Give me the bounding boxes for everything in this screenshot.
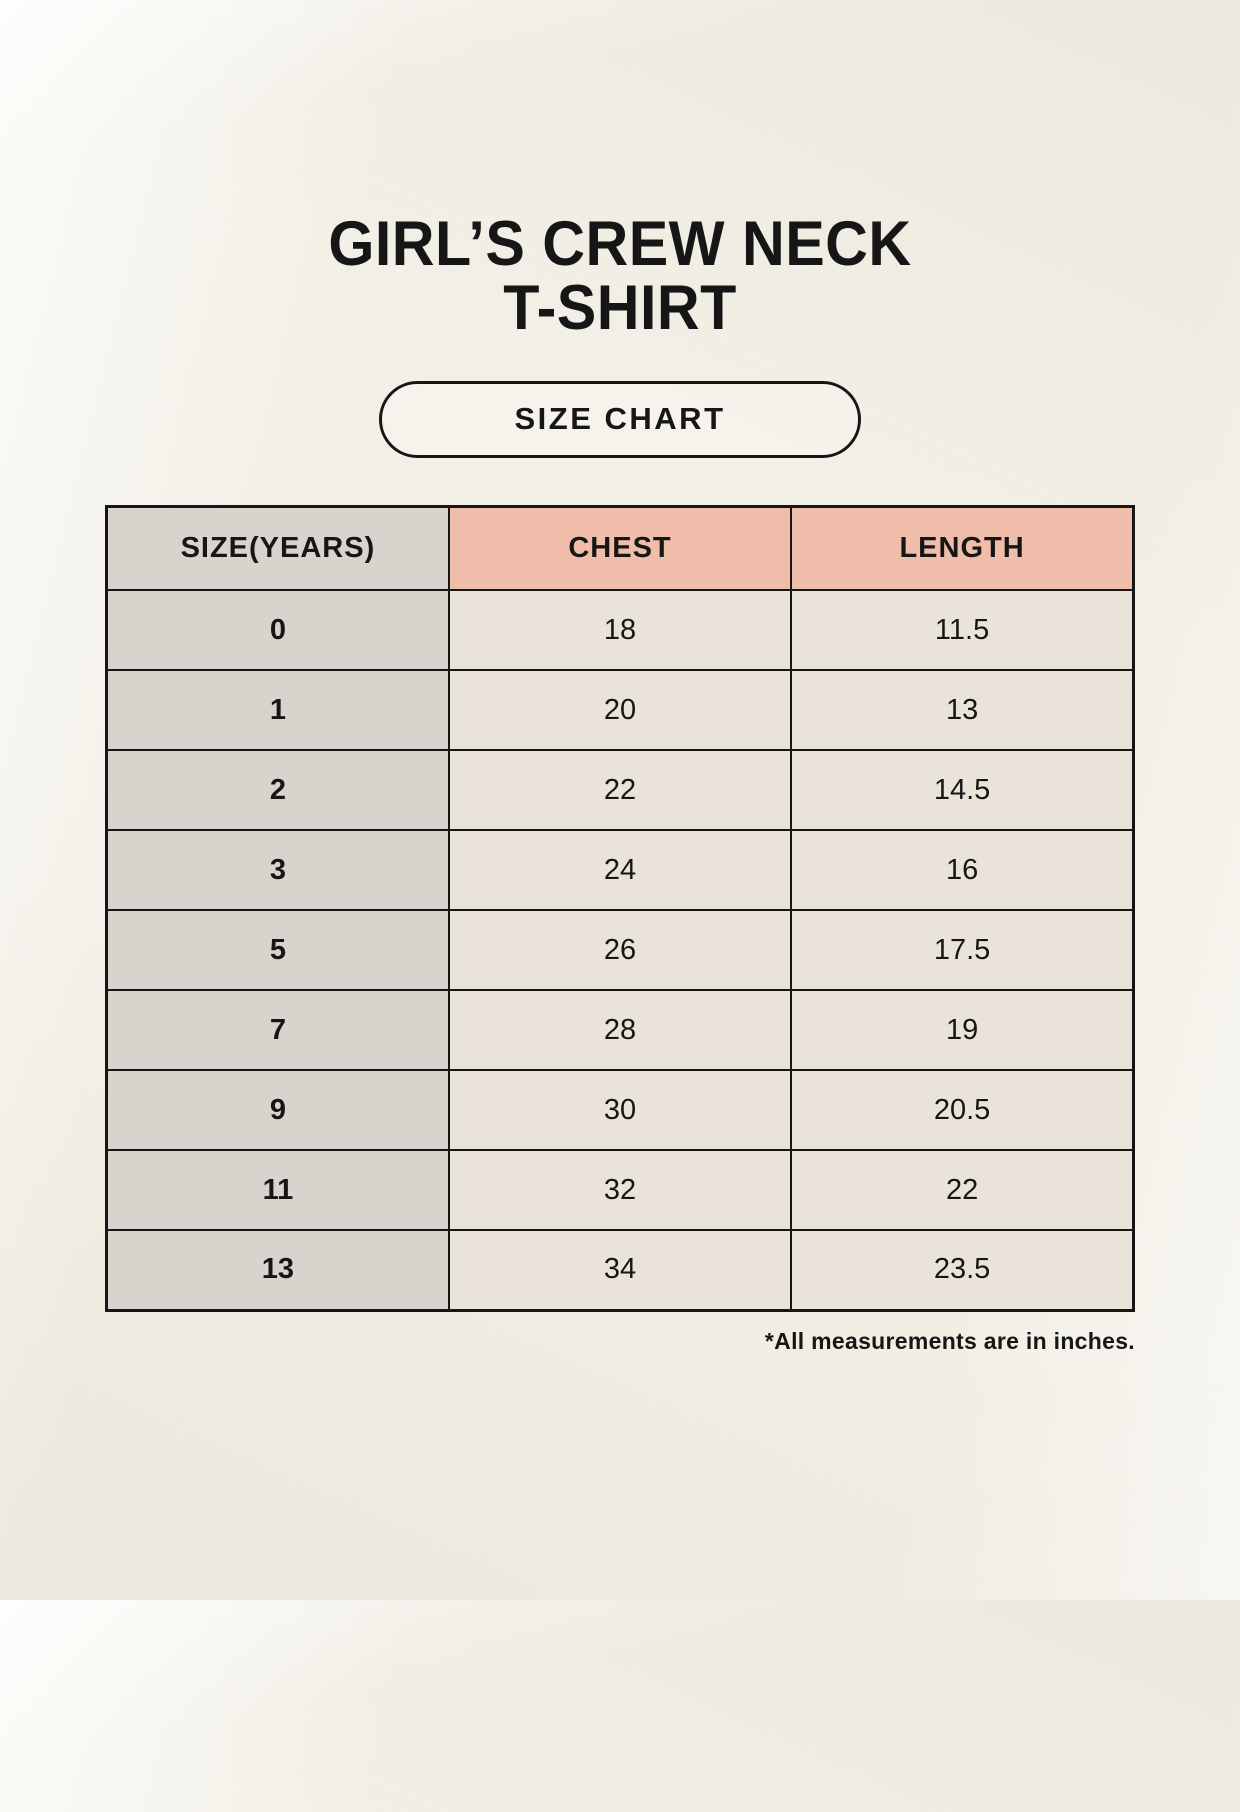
cell-chest: 22 bbox=[449, 750, 791, 830]
cell-chest: 30 bbox=[449, 1070, 791, 1150]
cell-length: 11.5 bbox=[791, 590, 1133, 670]
size-chart-button-label: SIZE CHART bbox=[514, 401, 726, 436]
header-chest: CHEST bbox=[449, 506, 791, 590]
table-row bbox=[107, 830, 1134, 910]
table-row bbox=[107, 750, 1134, 830]
cell-size-years: 0 bbox=[107, 590, 449, 670]
cell-size-years: 5 bbox=[107, 910, 449, 990]
size-chart-button[interactable] bbox=[379, 381, 861, 458]
page-title-line-1: GIRL’S CREW NECK bbox=[328, 209, 912, 279]
cell-length: 20.5 bbox=[791, 1070, 1133, 1150]
cell-length: 17.5 bbox=[791, 910, 1133, 990]
cell-length: 23.5 bbox=[791, 1230, 1133, 1310]
size-table-body bbox=[107, 590, 1134, 1310]
cell-size-years: 11 bbox=[107, 1150, 449, 1230]
cell-length: 14.5 bbox=[791, 750, 1133, 830]
table-row bbox=[107, 1070, 1134, 1150]
cell-size-years: 3 bbox=[107, 830, 449, 910]
cell-size-years: 1 bbox=[107, 670, 449, 750]
cell-chest: 24 bbox=[449, 830, 791, 910]
table-row bbox=[107, 990, 1134, 1070]
page-title bbox=[37, 209, 1203, 344]
size-table bbox=[105, 505, 1135, 1312]
measurements-footnote: *All measurements are in inches. bbox=[764, 1327, 1135, 1354]
header-size-years: SIZE(YEARS) bbox=[107, 506, 449, 590]
table-row bbox=[107, 670, 1134, 750]
cell-chest: 20 bbox=[449, 670, 791, 750]
cell-size-years: 13 bbox=[107, 1230, 449, 1310]
table-row bbox=[107, 1150, 1134, 1230]
cell-chest: 18 bbox=[449, 590, 791, 670]
cell-chest: 28 bbox=[449, 990, 791, 1070]
header-length: LENGTH bbox=[791, 506, 1133, 590]
cell-length: 22 bbox=[791, 1150, 1133, 1230]
table-row bbox=[107, 1230, 1134, 1310]
cell-size-years: 7 bbox=[107, 990, 449, 1070]
size-chart-page bbox=[0, 209, 1240, 1812]
cell-length: 13 bbox=[791, 670, 1133, 750]
cell-length: 16 bbox=[791, 830, 1133, 910]
cell-size-years: 2 bbox=[107, 750, 449, 830]
cell-chest: 34 bbox=[449, 1230, 791, 1310]
header-row bbox=[107, 506, 1134, 590]
cell-size-years: 9 bbox=[107, 1070, 449, 1150]
size-table-header bbox=[107, 506, 1134, 590]
page-title-line-2: T-SHIRT bbox=[503, 273, 737, 344]
table-row bbox=[107, 590, 1134, 670]
cell-length: 19 bbox=[791, 990, 1133, 1070]
cell-chest: 26 bbox=[449, 910, 791, 990]
cell-chest: 32 bbox=[449, 1150, 791, 1230]
table-row bbox=[107, 910, 1134, 990]
